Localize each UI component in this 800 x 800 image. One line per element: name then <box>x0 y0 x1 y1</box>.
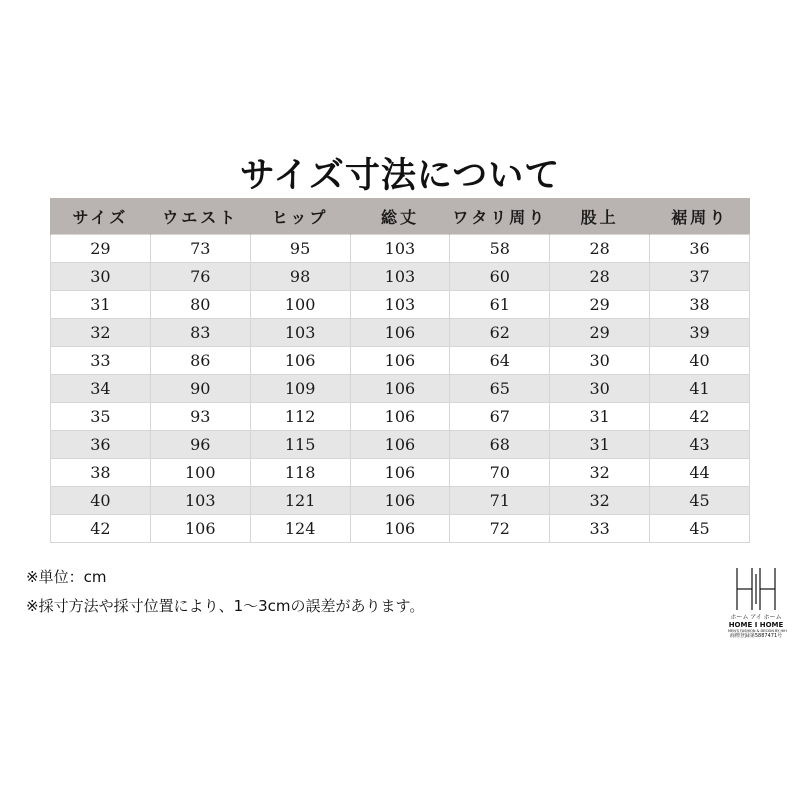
table-cell: 115 <box>250 431 350 459</box>
table-cell: 71 <box>450 487 550 515</box>
table-cell: 80 <box>150 291 250 319</box>
table-cell: 41 <box>650 375 750 403</box>
table-cell: 106 <box>350 347 450 375</box>
table-row <box>51 375 750 403</box>
table-cell: 70 <box>450 459 550 487</box>
hih-monogram-icon <box>734 566 778 612</box>
table-cell: 29 <box>550 291 650 319</box>
table-row <box>51 515 750 543</box>
table-cell: 112 <box>250 403 350 431</box>
table-cell: 124 <box>250 515 350 543</box>
table-cell: 30 <box>51 263 151 291</box>
table-row <box>51 235 750 263</box>
logo-kana: ホーム アイ ホーム <box>730 614 782 621</box>
table-cell: 31 <box>550 403 650 431</box>
table-cell: 100 <box>250 291 350 319</box>
table-cell: 106 <box>150 515 250 543</box>
table-cell: 106 <box>350 487 450 515</box>
table-cell: 42 <box>51 515 151 543</box>
table-cell: 106 <box>250 347 350 375</box>
table-cell: 45 <box>650 515 750 543</box>
table-cell: 33 <box>550 515 650 543</box>
table-cell: 29 <box>550 319 650 347</box>
table-cell: 86 <box>150 347 250 375</box>
size-table <box>50 198 750 543</box>
table-row <box>51 403 750 431</box>
table-cell: 98 <box>250 263 350 291</box>
page-title: サイズ寸法について <box>239 156 561 196</box>
table-cell: 118 <box>250 459 350 487</box>
table-cell: 67 <box>450 403 550 431</box>
table-cell: 37 <box>650 263 750 291</box>
table-row <box>51 263 750 291</box>
table-cell: 103 <box>350 291 450 319</box>
table-cell: 100 <box>150 459 250 487</box>
table-row <box>51 459 750 487</box>
table-cell: 90 <box>150 375 250 403</box>
table-cell: 40 <box>51 487 151 515</box>
table-cell: 35 <box>51 403 151 431</box>
table-row <box>51 431 750 459</box>
table-cell: 32 <box>550 459 650 487</box>
table-cell: 121 <box>250 487 350 515</box>
table-cell: 44 <box>650 459 750 487</box>
table-row <box>51 291 750 319</box>
table-cell: 103 <box>350 263 450 291</box>
table-cell: 42 <box>650 403 750 431</box>
table-cell: 76 <box>150 263 250 291</box>
table-cell: 106 <box>350 459 450 487</box>
table-cell: 96 <box>150 431 250 459</box>
table-cell: 38 <box>51 459 151 487</box>
header-size: サイズ <box>51 198 151 235</box>
table-cell: 33 <box>51 347 151 375</box>
table-row <box>51 319 750 347</box>
table-cell: 106 <box>350 319 450 347</box>
table-cell: 62 <box>450 319 550 347</box>
table-cell: 103 <box>150 487 250 515</box>
table-cell: 28 <box>550 235 650 263</box>
table-cell: 65 <box>450 375 550 403</box>
table-cell: 72 <box>450 515 550 543</box>
table-cell: 61 <box>450 291 550 319</box>
table-cell: 64 <box>450 347 550 375</box>
table-cell: 68 <box>450 431 550 459</box>
table-cell: 30 <box>550 375 650 403</box>
table-cell: 36 <box>650 235 750 263</box>
table-cell: 95 <box>250 235 350 263</box>
table-cell: 106 <box>350 403 450 431</box>
table-cell: 31 <box>550 431 650 459</box>
table-cell: 43 <box>650 431 750 459</box>
table-cell: 103 <box>250 319 350 347</box>
table-cell: 106 <box>350 375 450 403</box>
tolerance-note: ※採寸方法や採寸位置により、1～3cmの誤差があります。 <box>26 597 425 615</box>
table-cell: 106 <box>350 431 450 459</box>
table-cell: 36 <box>51 431 151 459</box>
table-row <box>51 347 750 375</box>
table-cell: 106 <box>350 515 450 543</box>
table-cell: 28 <box>550 263 650 291</box>
logo-registration: 商標登録第5887471号 <box>729 633 783 639</box>
table-cell: 83 <box>150 319 250 347</box>
logo-tagline: MEN'S FASHION & DESIGN BY HIH <box>728 629 787 633</box>
unit-note: ※単位：cm <box>26 568 107 586</box>
table-cell: 60 <box>450 263 550 291</box>
table-cell: 109 <box>250 375 350 403</box>
table-cell: 73 <box>150 235 250 263</box>
header-rise: 股上 <box>550 198 650 235</box>
table-cell: 58 <box>450 235 550 263</box>
logo-name: HOME I HOME <box>728 621 784 629</box>
table-cell: 103 <box>350 235 450 263</box>
table-cell: 40 <box>650 347 750 375</box>
header-length: 総丈 <box>350 198 450 235</box>
table-cell: 45 <box>650 487 750 515</box>
header-waist: ウエスト <box>150 198 250 235</box>
table-cell: 34 <box>51 375 151 403</box>
table-row <box>51 487 750 515</box>
table-cell: 30 <box>550 347 650 375</box>
table-cell: 39 <box>650 319 750 347</box>
header-thigh: ワタリ周り <box>450 198 550 235</box>
table-cell: 32 <box>51 319 151 347</box>
table-cell: 93 <box>150 403 250 431</box>
table-header-row <box>51 198 750 235</box>
header-hem: 裾周り <box>650 198 750 235</box>
table-cell: 31 <box>51 291 151 319</box>
brand-logo <box>728 566 787 639</box>
table-cell: 29 <box>51 235 151 263</box>
table-cell: 38 <box>650 291 750 319</box>
header-hip: ヒップ <box>250 198 350 235</box>
table-cell: 32 <box>550 487 650 515</box>
